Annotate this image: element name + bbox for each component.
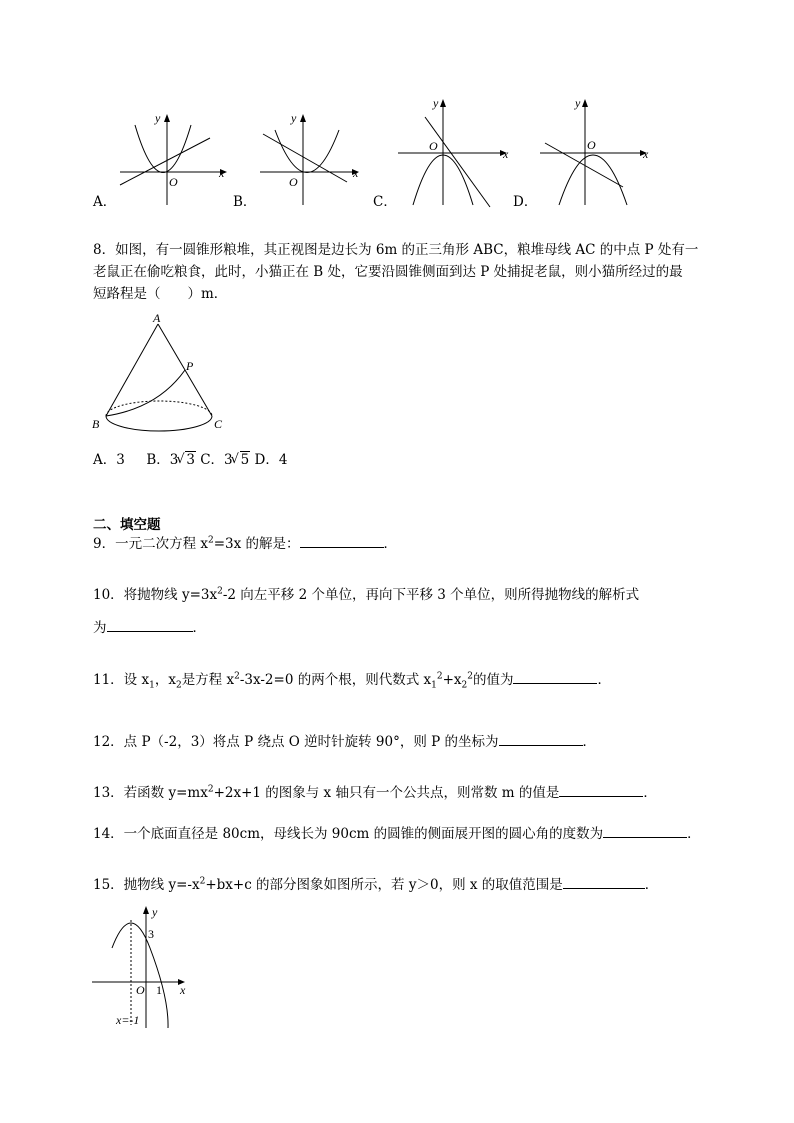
q8-choices — [93, 451, 287, 470]
q15-origin: O — [136, 983, 145, 997]
q8-label-a: A — [153, 311, 161, 325]
q15-x-label: x — [180, 983, 186, 997]
q7-a-y-label: y — [155, 111, 161, 125]
q7-graph-a — [115, 110, 230, 210]
q7-option-b[interactable]: B． — [233, 194, 257, 210]
q15-axis-line-label: x=-1 — [116, 1013, 140, 1027]
q8-choice-d[interactable]: D．4 — [254, 452, 288, 468]
q11: 11．设 $x_1$，$x_2$是方程 $x^2-3x-2=0$ 的两个根，则代数式 $x_1^2+x_2^2$的值为 ． — [93, 669, 611, 690]
q7-graph-d — [537, 95, 662, 210]
q7-c-y-label: y — [433, 96, 439, 110]
q8-cone-figure — [88, 308, 238, 443]
q7-a-origin: O — [169, 175, 178, 189]
q7-a-x-label: x — [219, 166, 225, 180]
q7-d-y-label: y — [575, 96, 581, 110]
q12: 12．点 P（-2，3）将点 P 绕点 O 逆时针旋转 90°，则 P 的坐标为 ． — [93, 731, 596, 752]
q7-b-x-label: x — [353, 166, 359, 180]
section-title: 二、填空题 — [93, 517, 161, 533]
q14-answer-blank[interactable] — [603, 823, 687, 838]
q8-label-b: B — [92, 417, 100, 431]
q8-line-2: 老鼠正在偷吃粮食，此时，小猫正在 B 处，它要沿圆锥侧面到达 P 处捕捉老鼠，则小猫所经过的最 — [93, 264, 683, 280]
q7-b-y-label: y — [291, 111, 297, 125]
q8-choice-b[interactable]: B．3√ 3 — [146, 452, 196, 468]
q7-b-origin: O — [289, 175, 298, 189]
q8-choice-c[interactable]: C．3√ 5 — [200, 452, 250, 468]
q7-d-origin: O — [587, 138, 596, 152]
q15-tick-1: 1 — [156, 983, 162, 997]
q8-label-p: P — [186, 359, 194, 373]
q7-option-a[interactable]: A． — [93, 194, 117, 210]
q13: 13．若函数 $y=mx^2+2x+1$ 的图象与 x 轴只有一个公共点，则常数 m 的值是 ． — [93, 782, 657, 803]
q15-graph — [90, 900, 200, 1030]
q15: 15．抛物线 $y=-x^2+bx+c$ 的部分图象如图所示，若 y＞0，则 x 的取值范围是 ． — [93, 874, 658, 895]
q7-graph-c — [395, 95, 520, 210]
q12-answer-blank[interactable] — [499, 731, 583, 746]
q10-line-1: 10．将抛物线 $y=3x^2-2$ 向左平移 2 个单位，再向下平移 3 个单位，则所得抛物线的解析式 — [93, 586, 640, 603]
q8-line-3: 短路程是（ ）m． — [93, 286, 228, 302]
q7-graph-b — [255, 110, 370, 210]
q8-line-1: 8．如图，有一圆锥形粮堆，其正视图是边长为 6m 的正三角形 ABC，粮堆母线 AC 的中点 P 处有一 — [93, 242, 699, 258]
q15-answer-blank[interactable] — [563, 874, 645, 889]
q15-tick-3: 3 — [148, 927, 154, 941]
q7-c-origin: O — [429, 139, 438, 153]
q7-option-c[interactable]: C． — [373, 194, 397, 210]
q10-line-2: 为 ． — [93, 617, 206, 638]
q8-label-c: C — [214, 417, 223, 431]
q9: 9．一元二次方程 $x^2=3x$ 的解是： ． — [93, 533, 397, 554]
q7-option-d[interactable]: D． — [513, 194, 538, 210]
q9-answer-blank[interactable] — [300, 533, 384, 548]
q7-d-x-label: x — [643, 147, 649, 161]
q14: 14．一个底面直径是 80cm，母线长为 90cm 的圆锥的侧面展开图的圆心角的度数为 ． — [93, 823, 701, 844]
q11-answer-blank[interactable] — [513, 669, 597, 684]
q10-answer-blank[interactable] — [107, 617, 193, 632]
q7-c-x-label: x — [503, 147, 509, 161]
q13-answer-blank[interactable] — [559, 782, 643, 797]
q8-choice-a[interactable]: A．3 — [93, 452, 125, 468]
q15-y-label: y — [152, 905, 158, 919]
